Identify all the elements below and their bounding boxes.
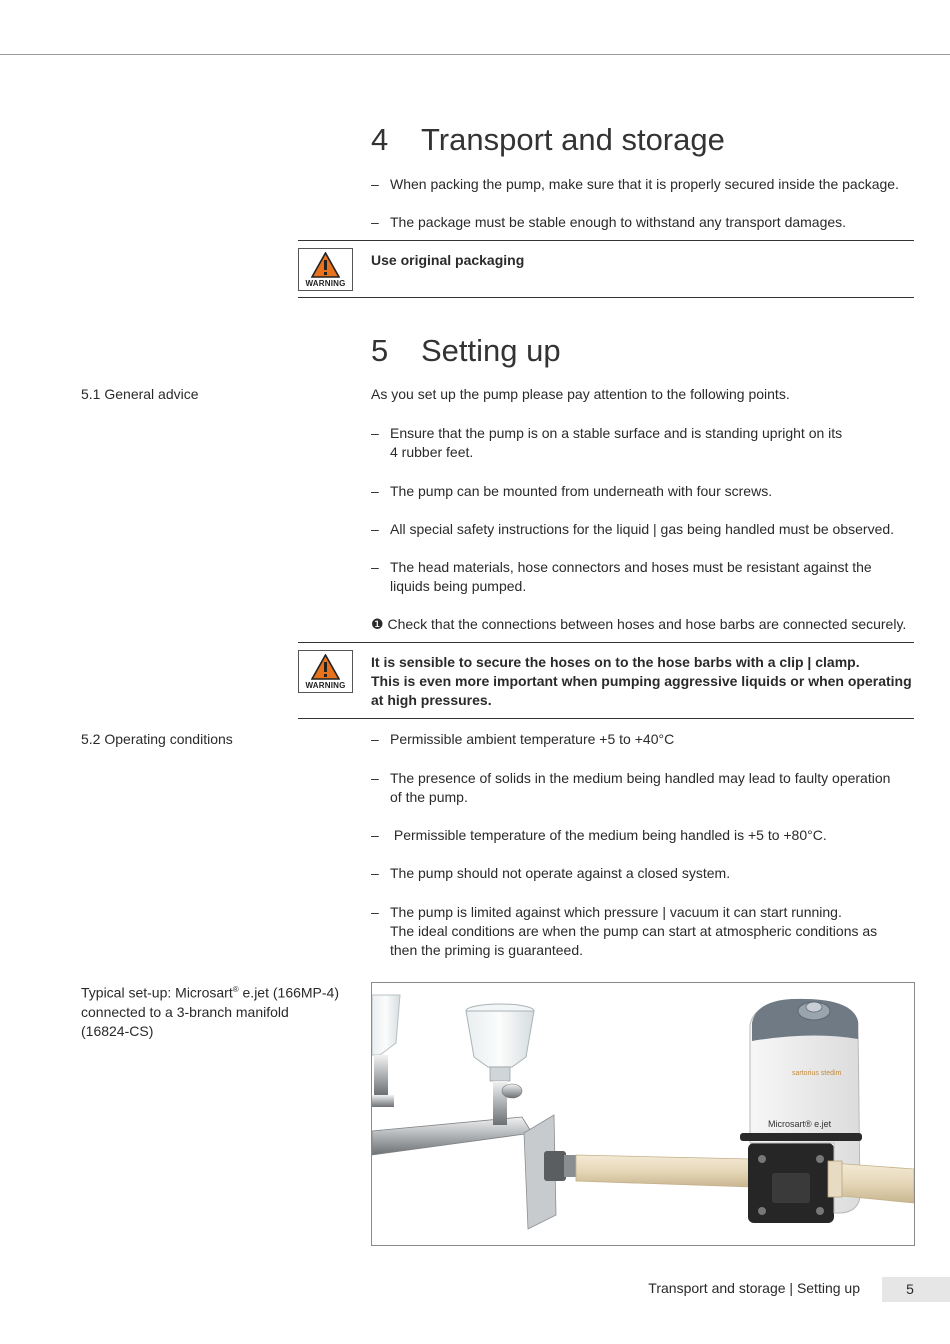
section-4-heading — [371, 124, 725, 155]
bullet-dash: – — [371, 904, 379, 920]
pump-setup-illustration — [372, 983, 914, 1245]
warning-top-rule — [298, 240, 914, 241]
list-item — [371, 769, 916, 807]
list-item-text: When packing the pump, make sure that it is properly secured inside the package. — [390, 176, 899, 192]
bullet-dash: – — [371, 559, 379, 575]
section-5-number: 5 — [371, 333, 389, 368]
warning-label: WARNING — [305, 681, 346, 690]
section-5-heading — [371, 335, 561, 366]
footer-section-title: Transport and storage | Setting up — [648, 1280, 860, 1296]
caption-line3: (16824-CS) — [81, 1022, 154, 1039]
list-item-text: Permissible ambient temperature +5 to +40°C — [390, 731, 675, 747]
bullet-dash: – — [371, 483, 379, 499]
warning-badge — [298, 248, 353, 291]
list-item — [371, 213, 916, 232]
page-number: 5 — [906, 1281, 914, 1297]
list-item — [371, 903, 916, 960]
list-item-text-line2: liquids being pumped. — [390, 578, 527, 594]
subsection-heading-operating-conditions: 5.2 Operating conditions — [81, 731, 233, 747]
list-item-text-line2: 4 rubber feet. — [390, 444, 474, 460]
caption-line2: connected to a 3-branch manifold — [81, 1003, 289, 1020]
brand-label: sartorius stedim — [792, 1070, 842, 1077]
page-number-box — [882, 1277, 950, 1302]
caption-prefix: Typical set-up: Microsart — [81, 984, 233, 1001]
check-instruction-text: Check that the connections between hoses and hose barbs are connected securely. — [387, 616, 907, 632]
warning-bottom-rule — [298, 718, 914, 719]
bullet-dash: – — [371, 865, 379, 881]
section-4-number: 4 — [371, 122, 389, 157]
warning-badge — [298, 650, 353, 693]
numbered-marker-icon: ❶ — [371, 616, 384, 632]
list-item — [371, 520, 916, 539]
bullet-dash: – — [371, 176, 379, 192]
list-item-text-line2: The ideal conditions are when the pump can start at atmospheric conditions as — [390, 923, 878, 939]
figure-caption — [81, 980, 351, 1041]
bullet-dash: – — [371, 731, 379, 747]
list-item-text: The pump can be mounted from underneath with four screws. — [390, 483, 773, 499]
subsection-heading-general-advice: 5.1 General advice — [81, 386, 199, 402]
general-intro: As you set up the pump please pay attention to the following points. — [371, 386, 790, 402]
list-item-text: Permissible temperature of the medium being handled is +5 to +80°C. — [390, 827, 827, 843]
list-item-text-line1: The presence of solids in the medium being handled may lead to faulty operation — [390, 770, 891, 786]
list-item — [371, 175, 916, 194]
warning-label: WARNING — [305, 279, 346, 288]
list-item-text: All special safety instructions for the liquid | gas being handled must be observed. — [390, 521, 895, 537]
warning-triangle-icon — [311, 252, 340, 278]
section-5-title: Setting up — [421, 333, 561, 368]
registered-mark: ® — [232, 985, 239, 994]
bullet-dash: – — [371, 521, 379, 537]
list-item-text-line1: The head materials, hose connectors and hoses must be resistant against the — [390, 559, 872, 575]
warning-top-rule — [298, 642, 914, 643]
top-rule — [0, 54, 950, 55]
section-4-title: Transport and storage — [421, 122, 725, 157]
list-item — [371, 826, 916, 845]
product-photo — [371, 982, 915, 1246]
list-item — [371, 558, 916, 596]
bullet-dash: – — [371, 214, 379, 230]
bullet-dash: – — [371, 770, 379, 786]
bullet-dash: – — [371, 827, 379, 843]
list-item — [371, 424, 916, 462]
bullet-dash: – — [371, 425, 379, 441]
caption-line1-rest: e.jet (166MP-4) — [238, 984, 339, 1001]
warning-text — [371, 653, 916, 710]
list-item-text-line2: of the pump. — [390, 789, 468, 805]
warning-text-line3: at high pressures. — [371, 692, 492, 708]
warning-text: Use original packaging — [371, 252, 525, 268]
model-label: Microsart® e.jet — [768, 1119, 832, 1129]
list-item-text-line3: then the priming is guaranteed. — [390, 942, 584, 958]
list-item — [371, 482, 916, 501]
check-instruction — [371, 615, 916, 634]
list-item — [371, 730, 916, 749]
warning-text-line1: It is sensible to secure the hoses on to the hose barbs with a clip | clamp. — [371, 654, 860, 670]
list-item-text-line1: The pump is limited against which pressure | vacuum it can start running. — [390, 904, 842, 920]
list-item-text-line1: Ensure that the pump is on a stable surface and is standing upright on its — [390, 425, 843, 441]
list-item — [371, 864, 916, 883]
warning-text-line2: This is even more important when pumping aggressive liquids or when operating — [371, 673, 912, 689]
warning-triangle-icon — [311, 654, 340, 680]
warning-bottom-rule — [298, 297, 914, 298]
list-item-text: The pump should not operate against a closed system. — [390, 865, 731, 881]
list-item-text: The package must be stable enough to withstand any transport damages. — [390, 214, 847, 230]
